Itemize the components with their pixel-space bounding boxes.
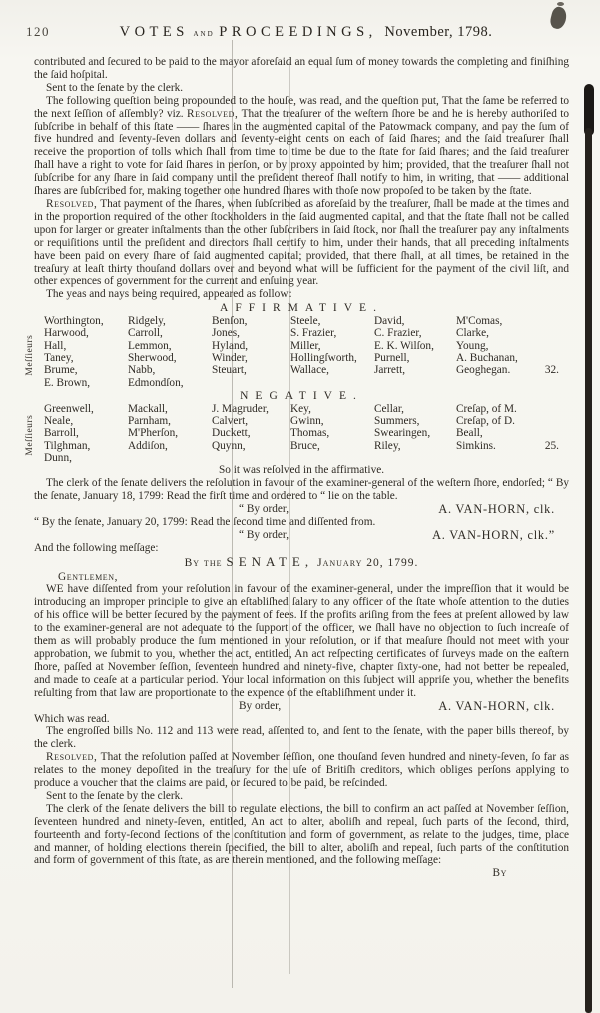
by-order-label: “ By order, [239,503,290,516]
messieurs-label: Meſſieurs [24,334,35,376]
voter-name: David, [374,315,405,328]
title-votes: VOTES [119,24,189,40]
senate-heading-prefix: By the [184,556,223,569]
paragraph-following-message: And the following meſſage: [34,541,159,554]
voter-name: S. Frazier, [290,327,337,340]
voter-name: Beall, [456,427,483,440]
vote-column-3 [212,315,290,389]
by-order-row-1 [34,503,569,516]
by-order-label: “ By order, [239,528,290,541]
vote-column-2 [128,403,212,464]
voter-name: Gwinn, [290,415,324,428]
fold-crease-left [232,40,233,988]
voter-name: Edmondſon, [128,376,184,389]
by-order-label: By order, [239,699,282,712]
vote-column-1 [44,315,128,389]
voter-name: Nabb, [128,364,156,377]
question-text-before: The following queſtion being propounded to the houſe, was read, and the queſtion put, That the ſame be referred to the next ſeſſion of aſſembly? viz. [34,94,569,120]
voter-name: Harwood, [44,327,89,340]
voter-name: Jones, [212,327,240,340]
paragraph-resolved-payment [34,198,569,288]
voter-name: E. Brown, [44,376,91,389]
binding-edge [585,128,592,1013]
clerk-signature: A. VAN-HORN, clk.” [432,527,555,542]
by-order-row-2 [34,529,569,542]
paragraph-senate-message: WE have diſſented from your reſolution in favour of the examiner-general, under the impreſſion that it would be introducing an improper principle to give an eſtabliſhed ſalary to any officer of the ſtate whoſe attention to the duties of his office will be better ſecured by the payment of fees. If the profits ariſing from the fees at preſent allowed by law to the examiner-general are not adequate to the ſupport of the officer, we ſhall have no objection to ſuch increaſe of them as will probably produce the ſum mentioned in your reſolution, or if that meaſure ſhould not meet with your approbation, we ſubmit to you, whether the act, entitled, An act reſpecting certificates of ſurveys made on the eaſtern ſhore, paſſed at November ſeſſion, ſeventeen hundred and ninety-five, chapter ſixty-one, had not better be repealed, and made to ceaſe at a particular period. Your local information on this ſubject will appriſe you, whether the benefits reſulting from that law are proportionate to the expence of the eſtabliſhment under it. [34,583,569,699]
negative-section [24,389,569,464]
voter-name: Tilghman, [44,439,91,452]
voter-name: E. K. Wilſon, [374,339,434,352]
affirmative-heading: AFFIRMATIVE. [220,302,383,315]
voter-name: Creſap, of D. [456,415,515,428]
vote-column-6 [456,315,569,389]
voter-name: Greenwell, [44,402,94,415]
vote-column-1 [44,403,128,464]
paragraph-final: The clerk of the ſenate delivers the bill to regulate elections, the bill to confirm an act paſſed at November ſeſſion, ſeventeen hundred and ninety-ſeven, entitled, An act to alter, aboliſh and repeal, ſuch parts of the ſecond, third, fourteenth and forty-ſecond ſections of the conſtitution and form of government, as relate to the judges, time, place and manner, of holding elections therein ſpecified, the bill to alter, aboliſh and repeal, ſuch parts of the conſtitution and form of government of this ſtate, as are therein mentioned, and the following meſſage: [34,802,569,867]
vote-column-5 [374,403,456,464]
page-number: 120 [26,24,50,39]
vote-column-5 [374,315,456,389]
voter-name: J. Magruder, [212,402,269,415]
voter-name: Summers, [374,415,420,428]
voter-name: Jarrett, [374,364,406,377]
voter-name: Brume, [44,364,78,377]
resolved-payment-text: That payment of the ſhares, when ſubſcribed as aforeſaid by the treaſurer, ſhall be made at the times and in the proportion required of the other ſtockholders in the ſaid augmented capital, and that the ſtate ſhall not be called upon for larger or greater inſtalments than the other ſubſcribers in ſaid ſtock, nor ſhall the treaſurer pay any inſtalments or requiſitions until the preſident and directors ſhall certify to him, under their hands, that all preceding inſtalments have been paid on every ſhare of ſaid augmented capital; provided, that there ſhall, at all times, be retained in the treaſury at leaſt thirty thouſand dollars over and beyond what will be ſufficient for the payment of the civil liſt, and other expences of government for the current and enſuing year. [34,197,569,288]
voter-name: M'Pherſon, [128,427,179,440]
voter-name: Young, [456,339,489,352]
fold-crease-right [289,62,290,974]
voter-name: Simkins. [456,439,496,452]
affirmative-section [24,302,569,389]
voter-name: Winder, [212,352,248,365]
vote-column-4 [290,315,374,389]
voter-name: M'Comas, [456,315,503,328]
paragraph-sent-clerk-1: Sent to the ſenate by the clerk. [46,81,184,94]
voter-name: Mackall, [128,402,168,415]
voter-name: Lemmon, [128,339,172,352]
resolved-lead: Resolved, [46,197,98,210]
voter-name: Hyland, [212,339,249,352]
title-and: and [193,28,215,39]
paragraph-sent-clerk-2: Sent to the ſenate by the clerk. [46,789,184,802]
paragraph-yeas-nays: The yeas and nays being required, appeared as follow: [46,288,292,301]
voter-name: Hall, [44,339,67,352]
voter-name: Duckett, [212,427,251,440]
resolved-lead: Resolved, [46,751,98,764]
paragraph-contributed: contributed and ſecured to be paid to the mayor aforeſaid an equal ſum of money towards the completing and finiſhing the ſaid hoſpital. [34,56,569,81]
negative-count: 25. [544,439,559,452]
voter-name: C. Frazier, [374,327,422,340]
voter-name: Wallace, [290,364,329,377]
voter-name: Taney, [44,352,74,365]
voter-name: Steuart, [212,364,247,377]
voter-name: A. Buchanan, [456,352,518,365]
voter-name: Neale, [44,415,74,428]
gentlemen-salutation: Gentlemen, [58,570,119,583]
vote-column-4 [290,403,374,464]
vote-column-6 [456,403,569,464]
senate-heading [34,553,569,570]
page-body [24,56,570,880]
voter-name: Sherwood, [128,352,177,365]
clerk-signature: A. VAN-HORN, clk. [438,698,555,713]
negative-heading: NEGATIVE. [240,389,363,402]
paragraph-senate-second: “ By the ſenate, January 20, 1799: Read the ſecond time and diſſented from. [34,515,376,528]
ink-dot [557,2,564,6]
catchword: By [492,867,507,880]
paragraph-question [34,95,569,198]
clerk-signature: A. VAN-HORN, clk. [438,502,555,517]
vote-column-2 [128,315,212,389]
voter-name: Bruce, [290,439,320,452]
voter-name: Benſon, [212,315,248,328]
voter-name: Clarke, [456,327,489,340]
messieurs-label: Meſſieurs [24,414,35,456]
paragraph-which-read: Which was read. [34,712,110,725]
voter-name: Dunn, [44,452,72,464]
voter-name: Calvert, [212,415,249,428]
paragraph-engrossed-bills: The engroſſed bills No. 112 and 113 were read, aſſented to, and ſent to the ſenate, with the paper bills thereof, by the clerk. [34,725,569,751]
voter-name: Ridgely, [128,315,166,328]
page-title [82,24,530,41]
negative-table [24,402,569,464]
voter-name: Parnham, [128,415,171,428]
so-resolved-line: So it was reſolved in the affirmative. [218,464,385,477]
voter-name: Steele, [290,315,321,328]
voter-name: Swearingen, [374,427,431,440]
page-header [0,0,600,41]
voter-name: Addiſon, [128,439,168,452]
paragraph-resolved-rescind [34,751,569,790]
by-order-row-3 [34,700,569,713]
voter-name: Key, [290,402,311,415]
voter-name: Worthington, [44,315,104,328]
title-proceedings: PROCEEDINGS, [219,24,377,40]
voter-name: Thomas, [290,427,330,440]
resolved-lead: Resolved, [186,107,239,120]
voter-name: Hollingſworth, [290,352,357,365]
voter-name: Quynn, [212,439,246,452]
voter-name: Carroll, [128,327,163,340]
voter-name: Barroll, [44,427,79,440]
senate-heading-word: SENATE, [226,553,314,569]
voter-name: Purnell, [374,352,410,365]
affirmative-grid [44,315,569,389]
affirmative-table [24,315,569,389]
resolved-rescind-text: That the reſolution paſſed at November ſeſſion, one thouſand ſeven hundred and ninety-ſeven, ſo far as relates to the money depoſited in the treaſury for the uſe of Britiſh creditors, which obliges perſons applying to produce a voucher that the claims are paid, or ſecured to be paid, be reſcinded. [34,751,569,790]
voter-name: Riley, [374,439,401,452]
negative-grid [44,403,569,464]
senate-heading-date: January 20, 1799. [317,556,419,569]
voter-name: Creſap, of M. [456,402,517,415]
paragraph-clerk-resolution: The clerk of the ſenate delivers the reſolution in favour of the examiner-general of the weſtern ſhore, endorſed; “ By the ſenate, January 18, 1799: Read the firſt time and ordered to “ lie on the table. [34,477,569,503]
question-text-after: That the treaſurer of the weſtern ſhore be and he is hereby authoriſed to ſubſcribe in behalf of this ſtate —— ſhares in the augmented capital of the Patowmack company, and pay the ſum of five hundred and ſeventy-ſeven dollars and ſeventy-eight cents on each of ſaid ſhares; and the ſaid treaſurer ſhall receive the proportion of tolls which ſhall from time to time be due to the ſtate for ſaid ſhares; and the ſaid treaſurer ſhall have a right to vote for ſaid ſhares in perſon, or by proxy appointed by him; provided, that the treaſurer ſhall not ſubſcribe for any ſhare in ſaid company until the preſident thereof ſhall notify to him, in writing, that —— additional ſhares are ſubſcribed for, making together one hundred ſhares with thoſe now propoſed to be taken by the ſtate. [34,107,570,198]
voter-name: Cellar, [374,402,404,415]
vote-column-3 [212,403,290,464]
voter-name: Geoghegan. [456,364,511,377]
title-date: November, 1798. [384,24,493,40]
affirmative-count: 32. [544,364,559,377]
voter-name: Miller, [290,339,321,352]
